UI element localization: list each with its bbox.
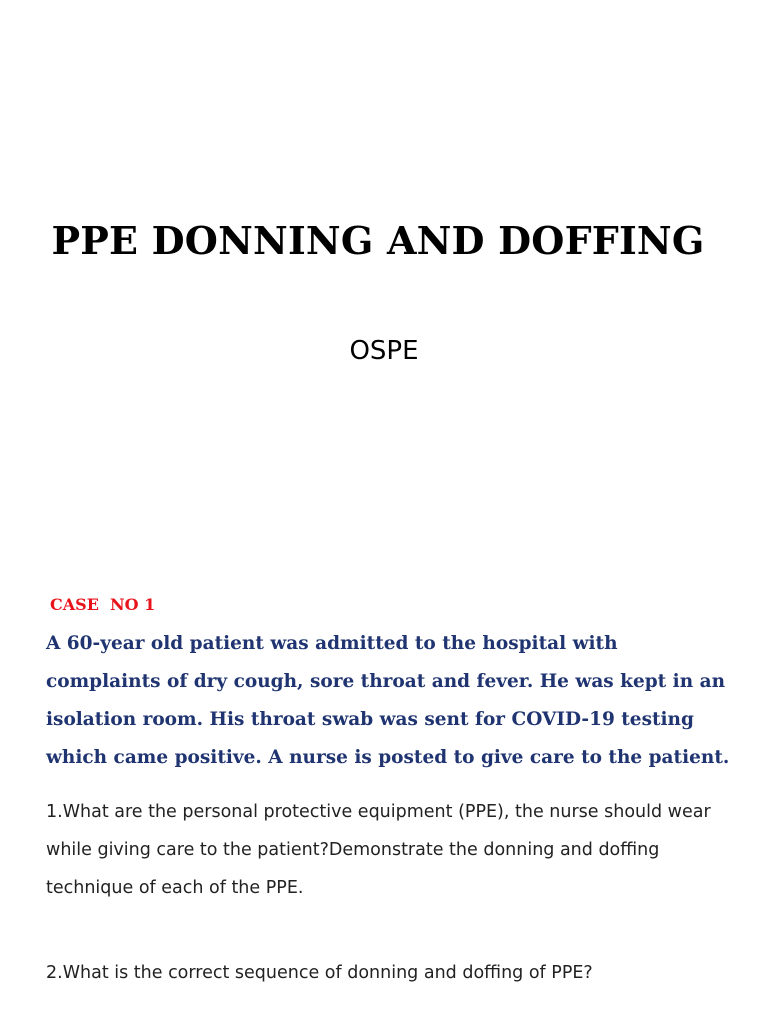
case-description: A 60-year old patient was admitted to the hospital with complaints of dry cough, sore throat and fever. He was kept in an isolation room. His throat swab was sent for COVID-19 testing which came positive. A nurse is posted to give care to the patient. [46,633,730,768]
case-label: CASE NO 1 [50,595,156,614]
question-2: 2.What is the correct sequence of donning and doffing of PPE? [46,963,593,983]
document-subtitle: OSPE [349,336,419,366]
question-1: 1.What are the personal protective equipment (PPE), the nurse should wear while giving care to the patient?Demonstrate the donning and doffing technique of each of the PPE. [46,802,711,898]
document-title: PPE DONNING AND DOFFING [51,218,705,263]
